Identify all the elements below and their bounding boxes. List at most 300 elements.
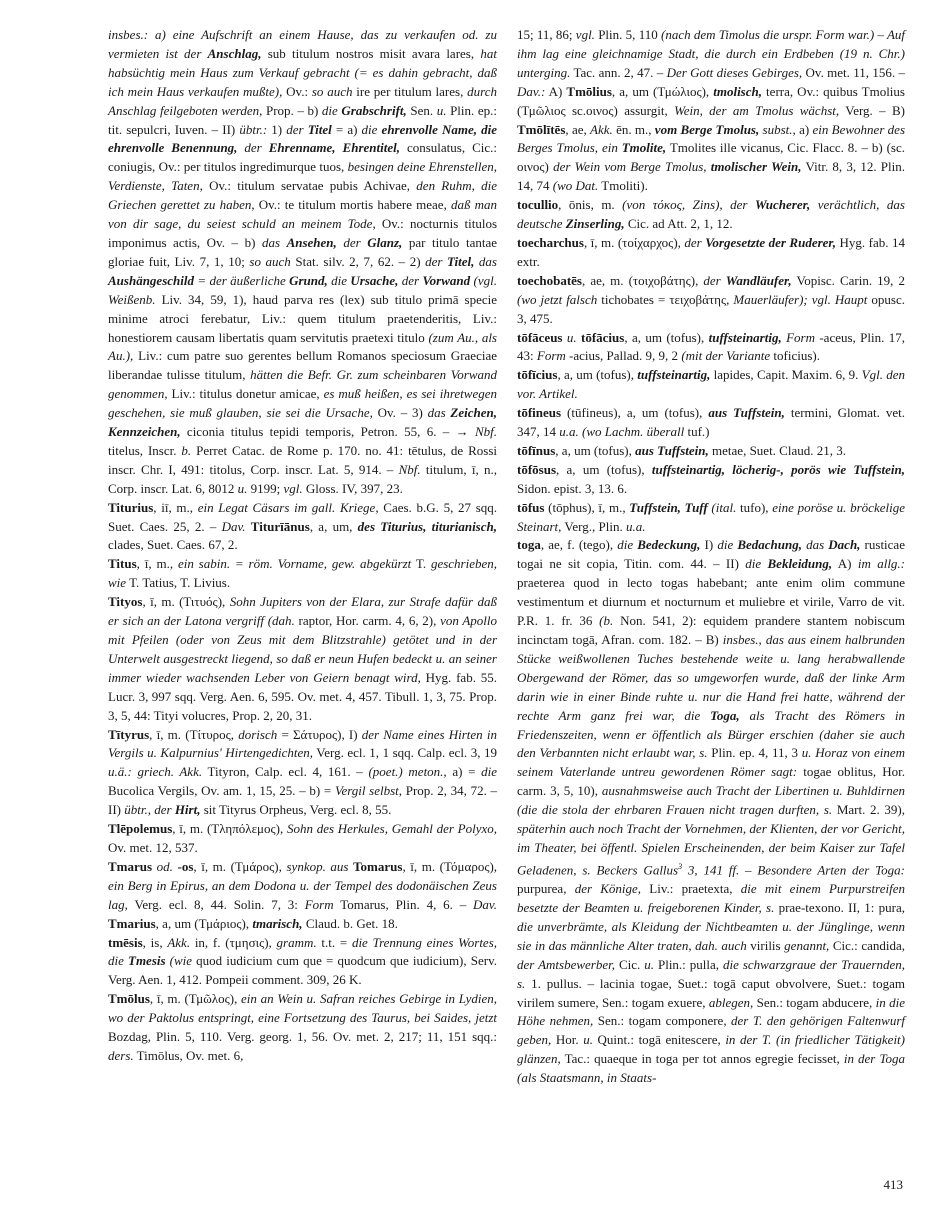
entry-text: des Titurius, titurianisch, — [357, 518, 497, 534]
entry-text: b. — [181, 442, 192, 458]
dictionary-entry — [517, 536, 905, 1088]
entry-text: in der T. (in friedlicher Tätigkeit) glänzen, — [517, 1032, 905, 1067]
entry-text: , a, um (tofus), — [555, 442, 636, 458]
entry-text: so auch — [311, 83, 353, 99]
entry-text: Vitr. 8, 3, 12. Plin. 14, 74 — [517, 159, 906, 194]
entry-text: Liv. 34, 59, 1), haud parva res (lex) sub titulo primā specie minime atroci ferebatur, Liv.: quem titulum praetenderitis, Liv.: honestiorem causam libertatis quam servitutis praetexi titulo — [108, 291, 497, 345]
entry-text: Hyg. fab. 14 extr. — [517, 234, 905, 269]
entry-text: toficius). — [770, 348, 820, 364]
entry-text: Plin. ep.: tit. sepulcri, Iuven. – II) — [108, 102, 497, 137]
entry-text: den Ruhm, die Griechen gerettet zu haben, — [108, 178, 497, 213]
entry-text: es muß heißen, es sei ihretwegen geschehen, sie muß glauben, sie sei die Ursache, — [108, 386, 497, 421]
entry-text: insbes., das aus einem halbrunden Stücke weißwollenen Tuches bestehende weite u. lang herabwallende Obergewand der Römer, das so umgeworfen wurde, daß der linke Arm darin wie in einer Binde ruhte u. nur die Hand frei hatte, während der rechte Arm ganz frei war, die — [517, 632, 905, 723]
entry-text: Bozdag, Plin. 5, 110. Verg. georg. 1, 56. Ov. met. 2, 217; 11, 151 sqq.: — [108, 1029, 497, 1045]
entry-text: , ōnis, m. — [558, 197, 623, 213]
dictionary-entry — [108, 820, 497, 858]
entry-text: so auch — [249, 253, 291, 269]
entry-text: , a, um (tofus), — [557, 367, 638, 383]
entry-text: Glanz, — [367, 234, 403, 250]
headword: tōfācius — [581, 329, 625, 345]
entry-text: (von τόκος, Zins), der — [622, 197, 755, 213]
entry-text: vom Berge Tmolus, — [654, 121, 760, 137]
entry-text: Ehrenname, Ehrentitel, — [268, 140, 400, 156]
entry-text: Wein, der am Tmolus wächst, — [674, 102, 840, 118]
entry-text: → Nbf. — [455, 424, 497, 440]
entry-text: Tmolites ille vicanus, Cic. Flacc. 8. – b) (sc. οινος) — [517, 140, 905, 175]
entry-text: Wucherer, — [754, 197, 811, 213]
entry-text: , ī, m., — [136, 556, 178, 572]
entry-text: Akk. — [167, 934, 191, 950]
headword: -os — [177, 858, 194, 874]
entry-text: Tityron, Calp. ecl. 4, 161. – — [202, 764, 369, 780]
entry-text: Prop. – b) — [262, 102, 322, 118]
entry-text: Ansehen, — [286, 234, 337, 250]
entry-text: Form — [536, 348, 566, 364]
entry-text: Cic. — [614, 956, 645, 972]
entry-text: Plin.: pulla, — [654, 956, 723, 972]
entry-text: , a, um, — [309, 518, 358, 534]
entry-text: der Wein vom Berge Tmolus, — [553, 159, 711, 175]
dictionary-entry — [517, 329, 905, 367]
entry-text: Plin. 5, 110 — [594, 27, 661, 42]
entry-text: Liv.: praetexta, — [641, 881, 741, 897]
entry-text: od. — [156, 858, 173, 874]
headword: Tmarus — [108, 858, 153, 874]
entry-text: Ursache, — [350, 272, 399, 288]
headword: tōfīcius — [517, 367, 558, 383]
entry-text: von Apollo mit Pfeilen (oder von Zeus mit dem Blitzstrahle) getötet und in der Unterwelt ausgestreckt liegend, so daß er neun Hufen bedeckt u. an seiner immer wieder wachsenden Leber von Geiern benagt wird, — [108, 613, 498, 685]
entry-text: der — [398, 272, 423, 288]
dictionary-entry — [108, 555, 497, 593]
headword: tmēsis — [108, 934, 143, 950]
entry-text: Sen.: togam componere, — [593, 1013, 732, 1029]
entry-text: Verg. ecl. 8, 44. Solin. 7, 3: — [127, 896, 305, 912]
headword: toga — [517, 537, 541, 553]
entry-text: t.t. = — [316, 934, 352, 950]
entry-text: Sohn Jupiters von der Elara, zur Strafe dafür daß er sich an der Latona vergriff (dah. — [108, 594, 498, 629]
entry-text: Liv.: cum patre suo gerentes bellum Romanos speciosum Graeciae liberandae tulisse titulum, — [108, 348, 497, 383]
entry-text: tmolischer Wein, — [710, 159, 802, 175]
entry-text: die — [321, 102, 342, 118]
entry-text: Zinserling, — [565, 216, 625, 232]
entry-text: Ov. met. 11, 156. – — [802, 64, 906, 80]
entry-text: der T. den gehörigen Faltenwurf geben, — [517, 1013, 905, 1048]
entry-text: die — [481, 764, 497, 780]
entry-text: Dav.: — [517, 83, 546, 99]
entry-text: (tūfineus), a, um (tofus), — [561, 405, 709, 421]
headword: Tmarius — [108, 915, 156, 931]
entry-text: togae oblitus, Hor. carm. 3, 5, 10), — [517, 764, 905, 799]
entry-text: I) — [700, 537, 718, 553]
entry-text: = a) — [331, 121, 362, 137]
entry-text: 1) — [267, 121, 287, 137]
entry-text: das — [427, 405, 451, 421]
entry-text: termini, Glomat. vet. 347, 14 — [517, 405, 905, 440]
entry-text: ein an Wein u. Safran reiches Gebirge in Lydien, wo der Paktolus entspringt, eine Fortsetzung des Taurus, bei Saides, jetzt — [108, 991, 497, 1026]
entry-text: vgl. — [283, 480, 303, 496]
entry-text: tmarisch, — [252, 915, 303, 931]
entry-text: tuffsteinartig, — [708, 329, 782, 345]
entry-text: Ov.: te titulum mortis habere meae, — [254, 197, 451, 213]
entry-text: 15; 11, 86; — [517, 27, 576, 42]
entry-text: = Σάτυρος), I) — [277, 726, 362, 742]
dictionary-entry — [517, 404, 905, 442]
entry-text: Vorwand — [422, 272, 471, 288]
entry-text: Titel — [307, 121, 332, 137]
dictionary-entry — [517, 234, 905, 272]
headword: Titurīānus — [250, 518, 310, 534]
entry-text: besingen deine Ehrenstellen, Verdienste, Taten, — [108, 159, 497, 194]
entry-text: Ov. met. 12, 537. — [108, 839, 198, 855]
entry-text: Caes. b.G. 5, 27 sqq. Suet. Caes. 25, 2. – — [108, 499, 498, 534]
entry-text: tuffsteinartig, löcherig-, porös wie Tuffstein, — [651, 461, 905, 477]
headword: tocullio — [517, 197, 559, 213]
entry-text: Tmesis — [128, 953, 166, 969]
entry-text: (zum Au., als Au.), — [108, 329, 497, 364]
entry-text: u.a. (wo Lachm. überall — [559, 424, 685, 440]
entry-text: das — [802, 537, 829, 553]
entry-text: die Trennung eines Wortes, die — [108, 934, 498, 969]
right-column — [517, 26, 905, 1088]
entry-text: Ov.: titulum servatae pubis Achivae, — [202, 178, 417, 194]
entry-text: Tuffstein, Tuff — [629, 499, 708, 515]
entry-text: , ī, m. (Τόμαρος), — [402, 858, 498, 874]
entry-text: Non. 541, 2): equidem prandere stantem nobiscum incinctam togā, Afran. com. 182. – B) — [517, 613, 905, 647]
entry-text: der — [237, 140, 269, 156]
entry-text: (wo jetzt falsch — [517, 291, 598, 307]
entry-text: (wie — [165, 953, 193, 969]
left-column — [108, 26, 497, 1066]
entry-text: ehrenvolle Name, die ehrenvolle Benennung, — [108, 121, 497, 156]
entry-text: a) = — [446, 764, 482, 780]
headword: tōfōsus — [517, 461, 557, 477]
entry-text: Cic. ad Att. 2, 1, 12. — [624, 216, 733, 232]
entry-text: , ae, f. (tego), — [540, 537, 618, 553]
entry-text: 3 — [678, 861, 683, 871]
entry-text: a) — [795, 121, 813, 137]
entry-text: (ital. — [707, 499, 737, 515]
entry-text: Verg. ecl. 1, 1 sqq. Calp. ecl. 3, 19 — [312, 745, 497, 761]
headword: toechobatēs — [517, 272, 582, 288]
entry-text: Mauerläufer); vgl. Haupt — [733, 291, 868, 307]
dictionary-entry — [108, 990, 497, 1066]
entry-text: Der Gott dieses Gebirges, — [666, 64, 803, 80]
dictionary-entry — [517, 26, 905, 196]
entry-text: Sen. — [406, 102, 437, 118]
entry-text: A) — [832, 556, 858, 572]
entry-text: tufo), — [736, 499, 773, 515]
entry-text: Bedeckung, — [637, 537, 701, 553]
entry-text: aus Tuffstein, — [635, 442, 709, 458]
entry-text: Akk. — [590, 121, 613, 137]
entry-text: ein sabin. = röm. Vorname, gew. abgekürzt — [177, 556, 412, 572]
entry-text: titulum, ī, n., Corp. inscr. Lat. 6, 8012 — [108, 461, 498, 496]
entry-text: u. — [644, 956, 654, 972]
entry-text: aus Tuffstein, — [708, 405, 785, 421]
dictionary-entry — [108, 858, 497, 934]
dictionary-entry — [517, 461, 905, 499]
entry-text: ire per titulum lares, — [352, 83, 468, 99]
entry-text: Vopisc. Carin. 19, 2 — [791, 272, 905, 288]
entry-text: Form — [786, 329, 815, 345]
entry-text: Dach, — [828, 537, 861, 553]
dictionary-entry — [108, 26, 497, 499]
entry-text: das — [261, 234, 287, 250]
entry-text: -aceus, Plin. 17, 43: — [517, 329, 906, 364]
entry-text: , a, um (tofus), — [624, 329, 709, 345]
entry-text: u.a. — [625, 518, 646, 534]
entry-text: (nach dem Timolus die urspr. Form war.) – Auf ihm lag eine gleichnamige Stadt, die durch ein Erdbeben (19 n. Chr.) unterging. — [517, 27, 905, 80]
entry-text: die schwarzgraue der Trauernden, s. — [517, 956, 905, 991]
entry-text: Bucolica Vergils, Ov. am. 1, 15, 25. – b) = — [108, 783, 335, 799]
entry-text: ein Berg in Epirus, an dem Dodona u. der Tempel des dodonäischen Zeus lag, — [108, 877, 497, 912]
entry-text: , ae, m. (τοιχοβάτης), — [582, 272, 704, 288]
entry-text: Tac.: quaeque in toga per tot annos egregie fecisset, — [560, 1051, 844, 1067]
entry-text: rusticae togai ne sit copia, Titin. com. 44. – II) — [517, 537, 905, 572]
entry-text: geschrieben, wie — [108, 556, 497, 591]
entry-text: die — [327, 272, 351, 288]
entry-text: Aushängeschild — [108, 272, 194, 288]
entry-text: , a, um (Τμώλιος), — [611, 83, 714, 99]
entry-text: Vorgesetzte der Ruderer, — [705, 234, 837, 250]
entry-text: ciconia titulus tepidi temporis, Petron. 55, 6. – — [180, 424, 456, 440]
entry-text: , is, — [142, 934, 168, 950]
entry-text: Dav. — [473, 896, 497, 912]
entry-text: Dav. — [221, 518, 246, 534]
entry-text: Liv.: titulus donetur amicae, — [167, 386, 324, 402]
entry-text: metae, Suet. Claud. 21, 3. — [708, 442, 846, 458]
entry-text: u. — [583, 1032, 593, 1048]
entry-text: consulatus, Cic.: coniugis, Ov.: per titulos ingredimurque tuos, — [108, 140, 498, 175]
dictionary-entry — [108, 934, 497, 991]
entry-text: (tōphus), ī, m., — [544, 499, 630, 515]
entry-text: hätten die Befr. Gr. zum scheinbaren Vorwand genommen, — [108, 367, 497, 402]
entry-text: der — [425, 253, 448, 269]
entry-text: , ī, m. (Τληπόλεμος), — [172, 821, 287, 837]
entry-text: (poet.) meton., — [368, 764, 447, 780]
dictionary-entry — [108, 593, 497, 725]
entry-text: raptor, Hor. carm. 4, 6, 2), — [294, 613, 441, 629]
headword: Tmōlītēs — [517, 121, 566, 137]
entry-text: sub titulum nostros misit avara lares, — [261, 45, 481, 61]
headword: tōfineus — [517, 405, 562, 421]
entry-text: dorisch — [238, 726, 278, 742]
entry-text: Ov. – 3) — [372, 405, 428, 421]
entry-text: ein Bewohner des Berges Tmolus, ein — [517, 121, 905, 156]
entry-text: (mit der Variante — [681, 348, 771, 364]
dictionary-entry — [517, 442, 905, 461]
headword: Tmōlus — [108, 991, 150, 1007]
entry-text: Tomarus, Plin. 4, 6. – — [333, 896, 474, 912]
entry-text: tmolisch, — [713, 83, 762, 99]
entry-text: hat habsüchtig mein Haus zum Verkauf gebracht (= es dahin gebracht, daß ich mein Haus verkaufen mußte), — [108, 45, 497, 99]
entry-text: ausnahmsweise auch Tracht der Libertinen u. Buhldirnen (die die stola der ehrbaren Frauen nicht tragen durften, s. — [517, 783, 905, 818]
entry-text: Tac. ann. 2, 47. – — [570, 64, 667, 80]
headword: Tityos — [108, 594, 143, 610]
entry-text: Bekleidung, — [767, 556, 833, 572]
entry-text: (vgl. Weißenb. — [108, 272, 497, 307]
entry-text: quod iudicium cum que = quodcum que iudicium), Serv. Verg. Aen. 1, 412. Pompeii comment. 309, 26 K. — [108, 953, 497, 988]
entry-text: synkop. aus — [286, 858, 349, 874]
entry-text: in, f. (τμησις), — [190, 934, 277, 950]
headword: Titus — [108, 556, 137, 572]
entry-text: terra, Ov.: quibus Tmolius (Τμῶλιος sc.οινος) assurgit, — [517, 83, 905, 118]
entry-text: Anschlag, — [207, 45, 262, 61]
entry-text: Cic.: candida, — [829, 937, 906, 953]
entry-text: Ov.: — [282, 83, 312, 99]
entry-text: Plin. ep. 4, 11, 3 — [707, 745, 802, 761]
entry-text: im allg.: — [857, 556, 906, 572]
entry-text: tichobates = τειχοβάτης, — [597, 291, 734, 307]
headword: Tītyrus — [108, 726, 150, 742]
entry-text: das — [474, 253, 497, 269]
entry-text: Tmoliti). — [598, 178, 648, 194]
entry-text: Form — [304, 896, 334, 912]
entry-text: Verg., Plin. — [561, 518, 626, 534]
entry-text: , ae, — [565, 121, 591, 137]
entry-text: genannt, — [784, 937, 830, 953]
entry-text: der Amtsbewerber, — [517, 956, 615, 972]
entry-text: daß man von dir sage, du seiest schuld an meinem Tode, — [108, 197, 497, 232]
entry-text: übtr., der — [124, 802, 175, 818]
entry-text: ein Legat Cäsars im gall. Kriege, — [197, 499, 379, 515]
headword: Tmōlius — [566, 83, 612, 99]
entry-text: Hyg. fab. 55. Lucr. 3, 997 sqq. Verg. Aen. 6, 595. Ov. met. 4, 457. Tibull. 1, 3, 75. Prop. 3, 5, 44: Tityi volucres, Prop. 2, 20, 31. — [108, 669, 497, 723]
entry-text: die mit einem Purpurstreifen besetzte der Beamten u. freigeborenen Kinder, s. — [517, 881, 906, 916]
entry-text: Tmolite, — [621, 140, 667, 156]
entry-text: , iī, m., — [153, 499, 198, 515]
entry-text: , a, um (tofus), — [556, 461, 652, 477]
entry-text: die — [361, 121, 382, 137]
entry-text: durch Anschlag feilgeboten werden, — [108, 83, 497, 118]
entry-text: lapides, Capit. Maxim. 6, 9. — [710, 367, 862, 383]
entry-text: = der äußerliche — [193, 272, 290, 288]
entry-text: eine poröse u. bröckelige Steinart, — [517, 499, 905, 534]
entry-text: Zeichen, Kennzeichen, — [108, 405, 497, 440]
entry-text: Gloss. IV, 397, 23. — [302, 480, 403, 496]
entry-text: ders. — [108, 1047, 134, 1063]
entry-text: Titel, — [447, 253, 475, 269]
entry-text: die — [617, 537, 638, 553]
entry-text: Timōlus, Ov. met. 6, — [133, 1047, 244, 1063]
entry-text: verächtlich, das deutsche — [517, 197, 905, 232]
entry-text: prae-texono. II, 1: pura, — [774, 900, 905, 916]
entry-text: u.ä.: griech. Akk. — [108, 764, 203, 780]
entry-text: , ī, m. (Τίτυρος, — [149, 726, 239, 742]
entry-text: die — [717, 537, 738, 553]
entry-text: Bedachung, — [737, 537, 802, 553]
entry-text: in die Höhe nehmen, — [517, 994, 905, 1029]
headword: tōfāceus — [517, 329, 563, 345]
headword: tōfus — [517, 499, 545, 515]
entry-text: Quint.: togā enitescere, — [592, 1032, 726, 1048]
entry-text: titelus, Inscr. — [108, 442, 182, 458]
dictionary-entry — [517, 499, 905, 537]
entry-text: Sidon. epist. 3, 13. 6. — [517, 480, 628, 496]
entry-text: , ī, m. (Τιτυός), — [142, 594, 230, 610]
page-number: 413 — [883, 1177, 903, 1192]
entry-text: T. Tatius, T. Livius. — [126, 575, 231, 591]
entry-text: Prop. 2, 34, 72. – II) — [108, 783, 498, 818]
entry-text: Mart. 2. 39), — [832, 802, 905, 818]
entry-text: Grabschrift, — [341, 102, 407, 118]
entry-text: insbes.: a) eine Aufschrift an einem Hause, das zu verkaufen od. zu vermieten ist der — [108, 27, 497, 61]
entry-text: tuf.) — [684, 424, 710, 440]
entry-text: (wo Dat. — [552, 178, 599, 194]
entry-text: der Könige, — [574, 881, 642, 897]
entry-text: Perret Catac. de Rome p. 170. no. 41: tētulus, de Rossi inscr. Chr. I, 491: titolus, Corp. inscr. Lat. 5, 914. – — [108, 442, 498, 477]
entry-text: die — [745, 556, 768, 572]
dictionary-entry — [108, 499, 497, 556]
entry-text: , ī, m. (Τμῶλος), — [149, 991, 242, 1007]
entry-text: Sohn des Herkules, Gemahl der Polyxo, — [286, 821, 497, 837]
entry-text: in der Toga (als Staatsmann, in Staats- — [517, 1051, 906, 1086]
entry-text: Nbf. — [398, 461, 421, 477]
entry-text: die unverbrämte, als Kleidung der Nichtbeamten u. der Jünglinge, wenn sie in das männliche Alter traten, dah. auch — [517, 918, 905, 953]
entry-text: par titulo tantae gloriae fuit, Liv. 7, 1, 10; — [108, 234, 497, 269]
entry-text: übtr.: — [239, 121, 268, 137]
headword: Titurius — [108, 499, 154, 515]
entry-text: opusc. 3, 475. — [517, 291, 905, 326]
entry-text: der — [286, 121, 308, 137]
entry-text: (b. — [599, 613, 614, 629]
entry-text: praeterea quod in lecto togas habebant; ante enim olim commune vestimentum et diurnum et nocturnum et muliebre et virile, Varro de vit. P.R. 1. fr. 36 — [517, 575, 905, 629]
entry-text: Sen.: togam abducere, — [753, 994, 876, 1010]
entry-text: Toga, — [710, 707, 740, 723]
entry-text: als Tracht des Römers in Friedenszeiten, wenn er öffentlich als Bürger erschien (daher sie auch den Verbannten nicht erlaubt war, s. — [517, 707, 905, 761]
entry-text: tuffsteinartig, — [637, 367, 711, 383]
entry-text: clades, Suet. Caes. 67, 2. — [108, 537, 238, 553]
entry-text: Vgl. den vor. Artikel. — [517, 367, 905, 402]
entry-text: A) — [545, 83, 567, 99]
entry-text: -acius, Pallad. 9, 9, 2 — [565, 348, 682, 364]
entry-text: ablegen, — [708, 994, 754, 1010]
entry-text: purpurea, — [517, 881, 575, 897]
headword: Tomarus — [353, 858, 403, 874]
entry-text: u. Horaz von einem seinem Vaterlande untreu gewordenen Römer sagt: — [517, 745, 905, 780]
entry-text: der — [703, 272, 726, 288]
entry-text: Claud. b. Get. 18. — [302, 915, 398, 931]
entry-text: Wandläufer, — [725, 272, 792, 288]
entry-text: subst., — [762, 121, 796, 137]
entry-text: Grund, — [289, 272, 328, 288]
entry-text: Hirt, — [174, 802, 201, 818]
entry-text: gramm. — [276, 934, 317, 950]
entry-text: sit Tityrus Orpheus, Verg. ecl. 8, 55. — [200, 802, 392, 818]
dictionary-entry — [108, 726, 497, 821]
entry-text: u. — [436, 102, 447, 118]
headword: Tlēpolemus — [108, 821, 173, 837]
headword: toecharchus — [517, 234, 584, 250]
entry-text: u. — [237, 480, 248, 496]
entry-text: Verg. – B) — [839, 102, 906, 118]
entry-text: , a, um (Τμάριος), — [155, 915, 253, 931]
entry-text: der — [336, 234, 368, 250]
entry-text: u. — [566, 329, 577, 345]
entry-text: , ī, m. (Τμάρος), — [193, 858, 287, 874]
entry-text: der Name eines Hirten in Vergils u. Kalpurnius' Hirtengedichten, — [108, 726, 497, 761]
entry-text: 9199; — [247, 480, 284, 496]
entry-text: Stat. silv. 2, 7, 62. – 2) — [290, 253, 426, 269]
dictionary-entry — [517, 366, 905, 404]
entry-text: der — [684, 234, 706, 250]
entry-text: späterhin auch noch Tracht der Vornehmen, der Klienten, der vor Gericht, im Theater, bei öffentl. Spielen Erscheinenden, der beim Kaiser zur Tafel Geladenen, s. Beckers Gallus — [517, 821, 905, 878]
entry-text: Vergil selbst, — [334, 783, 403, 799]
entry-text: ēn. m., — [612, 121, 655, 137]
entry-text: 3, 141 ff. – Besondere Arten der Toga: — [682, 862, 906, 878]
dictionary-entry — [517, 272, 905, 329]
entry-text: Hor. — [551, 1032, 584, 1048]
